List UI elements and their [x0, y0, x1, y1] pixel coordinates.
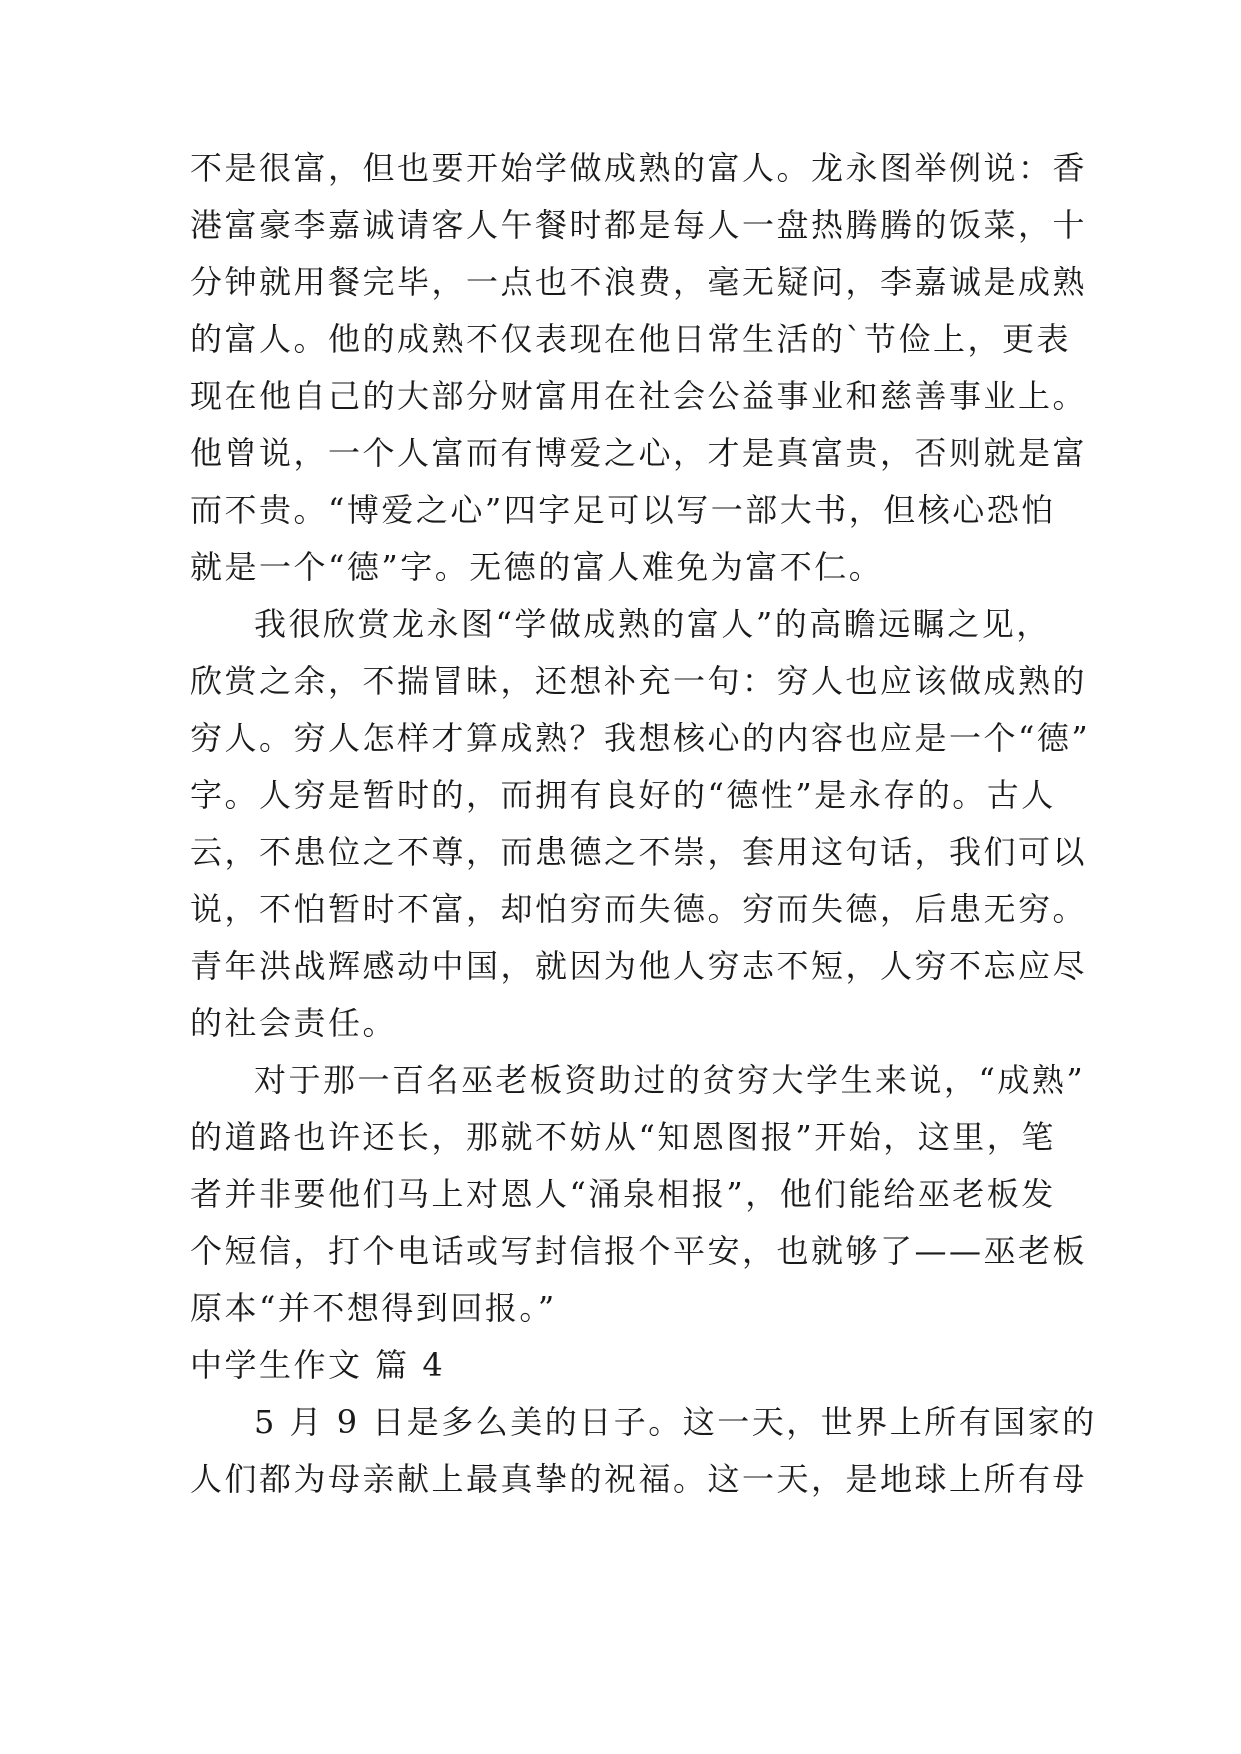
paragraph-line: 穷人。穷人怎样才算成熟？我想核心的内容也应是一个“德” [190, 719, 1091, 757]
paragraph-line: 字。人穷是暂时的，而拥有良好的“德性”是永存的。古人 [190, 776, 1056, 814]
paragraph-line: 人们都为母亲献上最真挚的祝福。这一天，是地球上所有母 [190, 1460, 1088, 1498]
paragraph-line: 的社会责任。 [190, 1004, 398, 1042]
paragraph-line: 现在他自己的大部分财富用在社会公益事业和慈善事业上。 [190, 377, 1088, 415]
paragraph-line: 云，不患位之不尊，而患德之不崇，套用这句话，我们可以 [190, 833, 1088, 871]
paragraph-line: 港富豪李嘉诚请客人午餐时都是每人一盘热腾腾的饭菜，十 [190, 206, 1088, 244]
paragraph-line: 欣赏之余，不揣冒昧，还想补充一句：穷人也应该做成熟的 [190, 662, 1088, 700]
paragraph-line: 而不贵。“博爱之心”四字足可以写一部大书，但核心恐怕 [190, 491, 1056, 529]
paragraph-line: 青年洪战辉感动中国，就因为他人穷志不短，人穷不忘应尽 [190, 947, 1088, 985]
paragraph-line: 对于那一百名巫老板资助过的贫穷大学生来说，“成熟” [254, 1061, 1086, 1099]
paragraph-line: 者并非要他们马上对恩人“涌泉相报”，他们能给巫老板发 [190, 1175, 1056, 1213]
paragraph-line: 他曾说，一个人富而有博爱之心，才是真富贵，否则就是富 [190, 434, 1088, 472]
paragraph-line: 说，不怕暂时不富，却怕穷而失德。穷而失德，后患无穷。 [190, 890, 1088, 928]
paragraph-line: 的道路也许还长，那就不妨从“知恩图报”开始，这里，笔 [190, 1118, 1056, 1156]
section-heading: 中学生作文 篇 4 [190, 1346, 446, 1384]
paragraph-line: 原本“并不想得到回报。” [190, 1289, 557, 1327]
paragraph-line: 就是一个“德”字。无德的富人难免为富不仁。 [190, 548, 884, 586]
paragraph-line: 的富人。他的成熟不仅表现在他日常生活的`节俭上，更表 [190, 320, 1072, 358]
paragraph-line: 我很欣赏龙永图“学做成熟的富人”的高瞻远瞩之见， [254, 605, 1051, 643]
paragraph-line: 5 月 9 日是多么美的日子。这一天，世界上所有国家的 [254, 1403, 1097, 1441]
paragraph-line: 分钟就用餐完毕，一点也不浪费，毫无疑问，李嘉诚是成熟 [190, 263, 1088, 301]
paragraph-line: 不是很富，但也要开始学做成熟的富人。龙永图举例说：香 [190, 149, 1088, 187]
paragraph-line: 个短信，打个电话或写封信报个平安，也就够了——巫老板 [190, 1232, 1088, 1270]
